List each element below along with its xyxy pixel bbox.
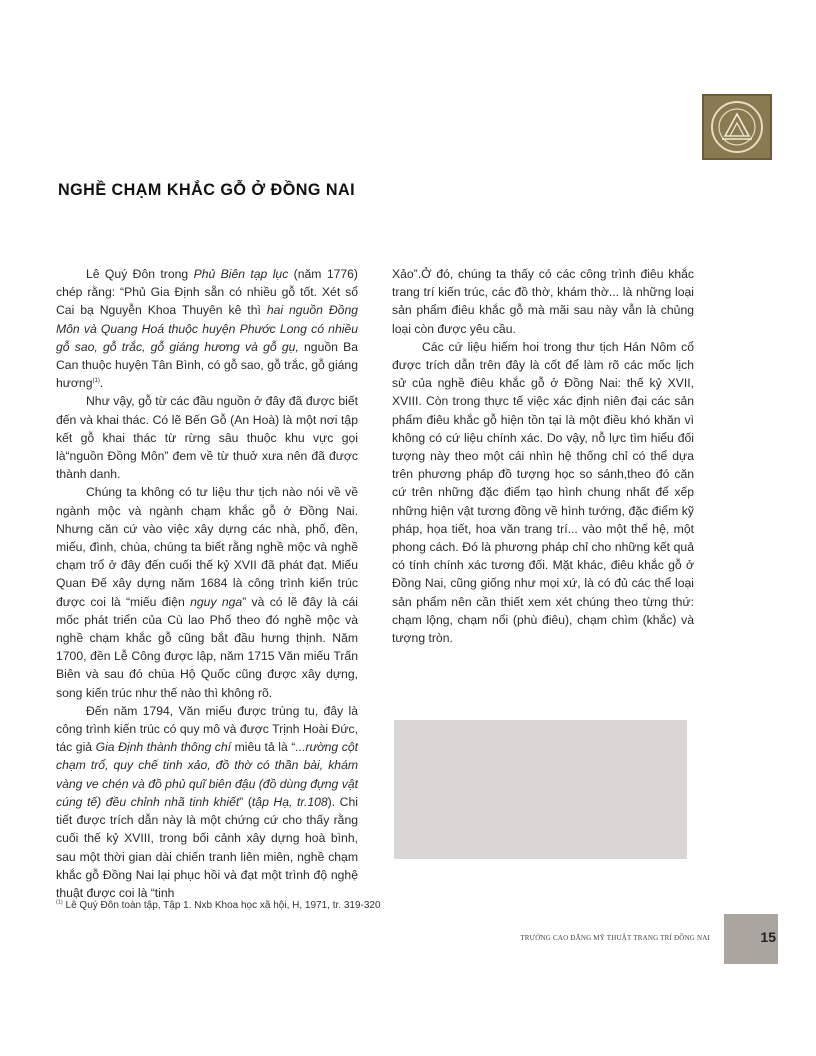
article-column-right: [392, 265, 694, 647]
school-emblem-icon: [706, 98, 768, 156]
paragraph: Đến năm 1794, Văn miếu được trùng tu, đây là công trình kiến trúc có quy mô và được Trịnh Hoài Đức, tác giả Gia Định thành thông chí miêu tả là “...rường cột chạm trổ, quy chế tinh xảo, đồ thờ có thần bài, khám vàng ve chén và đồ phủ quĩ biên đậu (đồ dùng đựng vật cúng tế) đều chỉnh nhã tinh khiết” (tập Hạ, tr.108). Chi tiết được trích dẫn này là một chứng cứ cho thấy rằng cuối thế kỷ XVIII, trong bối cảnh xây dựng hoà bình, sau một thời gian dài chiến tranh liên miên, nghề chạm khắc gỗ Đồng Nai lại phục hồi và đạt một trình độ nghệ thuật được coi là “tinh: [56, 703, 359, 900]
paragraph: Các cứ liệu hiếm hoi trong thư tịch Hán Nôm cổ được trích dẫn trên đây là cốt để làm rõ các mốc lịch sử của nghề điêu khắc gỗ ở Đồng Nai: thế kỷ XVII, XVIII. Còn trong thực tế việc xác định niên đại các sản phẩm điêu khắc gỗ hiện tồn tại là một điều khó khăn vì không có cứ liệu chính xác. Do vậy, nỗ lực tìm hiểu đối tượng này theo một cái nhìn hệ thống chỉ có thể dựa trên phương pháp đồ tượng học so sánh,theo đó căn cứ trên những đặc điểm tạo hình chung nhất để xếp những hiện vật tương đồng về hình tướng, đặc điểm kỹ pháp, họa tiết, hoa văn trang trí... vào một thế hệ, một phong cách. Đó là phương pháp chỉ cho những kết quả có tính chính xác tương đối. Mặt khác, điêu khắc gỗ ở Đồng Nai, cũng giống như mọi xứ, là có đủ các thể loại sản phẩm nên cần thiết xem xét chúng theo từng thứ: chạm lộng, chạm nổi (phù điêu), chạm chìm (khắc) và tượng tròn.: [392, 339, 694, 646]
photo-placeholder: [394, 720, 687, 859]
paragraph: Lê Quý Đôn trong Phủ Biên tạp lục (năm 1776) chép rằng: “Phủ Gia Định sẵn có nhiều gỗ tốt. Xét sổ Cai bạ Nguyễn Khoa Thuyên kê thì hai nguồn Đồng Môn và Quang Hoá thuộc huyện Phước Long có nhiều gỗ sao, gỗ trắc, gỗ giáng hương và gỗ gụ, nguồn Ba Can thuộc huyện Tân Bình, có gỗ sao, gỗ trắc, gỗ giáng hương$^{(1)}$.: [56, 267, 359, 391]
footnote-ref: (1): [92, 378, 100, 385]
page-number: 15: [760, 929, 776, 945]
article-column-left: [56, 265, 358, 902]
paragraph: Xảo”.Ở đó, chúng ta thấy có các công trình điêu khắc trang trí kiến trúc, các đồ thờ, khám thờ... là những loại sản phẩm điêu khắc gỗ mà mãi sau này vẫn là chủng loại còn được yêu cầu.: [392, 267, 694, 336]
header-logo: [702, 94, 772, 160]
paragraph: Chúng ta không có tư liệu thư tịch nào nói về về ngành mộc và ngành chạm khắc gỗ ở Đồng Nai. Nhưng căn cứ vào việc xây dựng các nhà, phố, đền, miếu, đình, chùa, chúng ta biết rằng nghề mộc và nghề chạm trổ ở đây đến cuối thế kỷ XVII đã phát đạt. Miếu Quan Đế xây dựng năm 1684 là công trình kiến trúc được coi là “miếu điện nguy nga” và có lẽ đây là cái mốc phát triển của Cù lao Phố theo đó nghề mộc và nghề chạm khắc gỗ cũng bắt đầu hưng thịnh. Năm 1700, đền Lễ Công được lập, năm 1715 Văn miếu Trấn Biên và sau đó chùa Hộ Quốc cũng được xây dựng, song kiến trúc như thế nào thì không rõ.: [56, 485, 358, 700]
paragraph: Như vậy, gỗ từ các đầu nguồn ở đây đã được biết đến và khai thác. Có lẽ Bến Gỗ (An Hoà) là một nơi tập kết gỗ khai thác từ rừng sâu thuộc khu vực gọi là“nguồn Đồng Môn” đem về từ thuở xưa nên đã được thành danh.: [56, 394, 358, 482]
footer-school-name: TRƯỜNG CAO ĐẲNG MỸ THUẬT TRANG TRÍ ĐỒNG NAI: [520, 934, 710, 942]
article-title: NGHỀ CHẠM KHẮC GỖ Ở ĐỒNG NAI: [58, 180, 356, 199]
page-number-box: [724, 914, 778, 964]
footnote: $^{(1)}$ Lê Quý Đôn toàn tập, Tập 1. Nxb Khoa học xã hội, H, 1971, tr. 319-320: [56, 899, 381, 911]
